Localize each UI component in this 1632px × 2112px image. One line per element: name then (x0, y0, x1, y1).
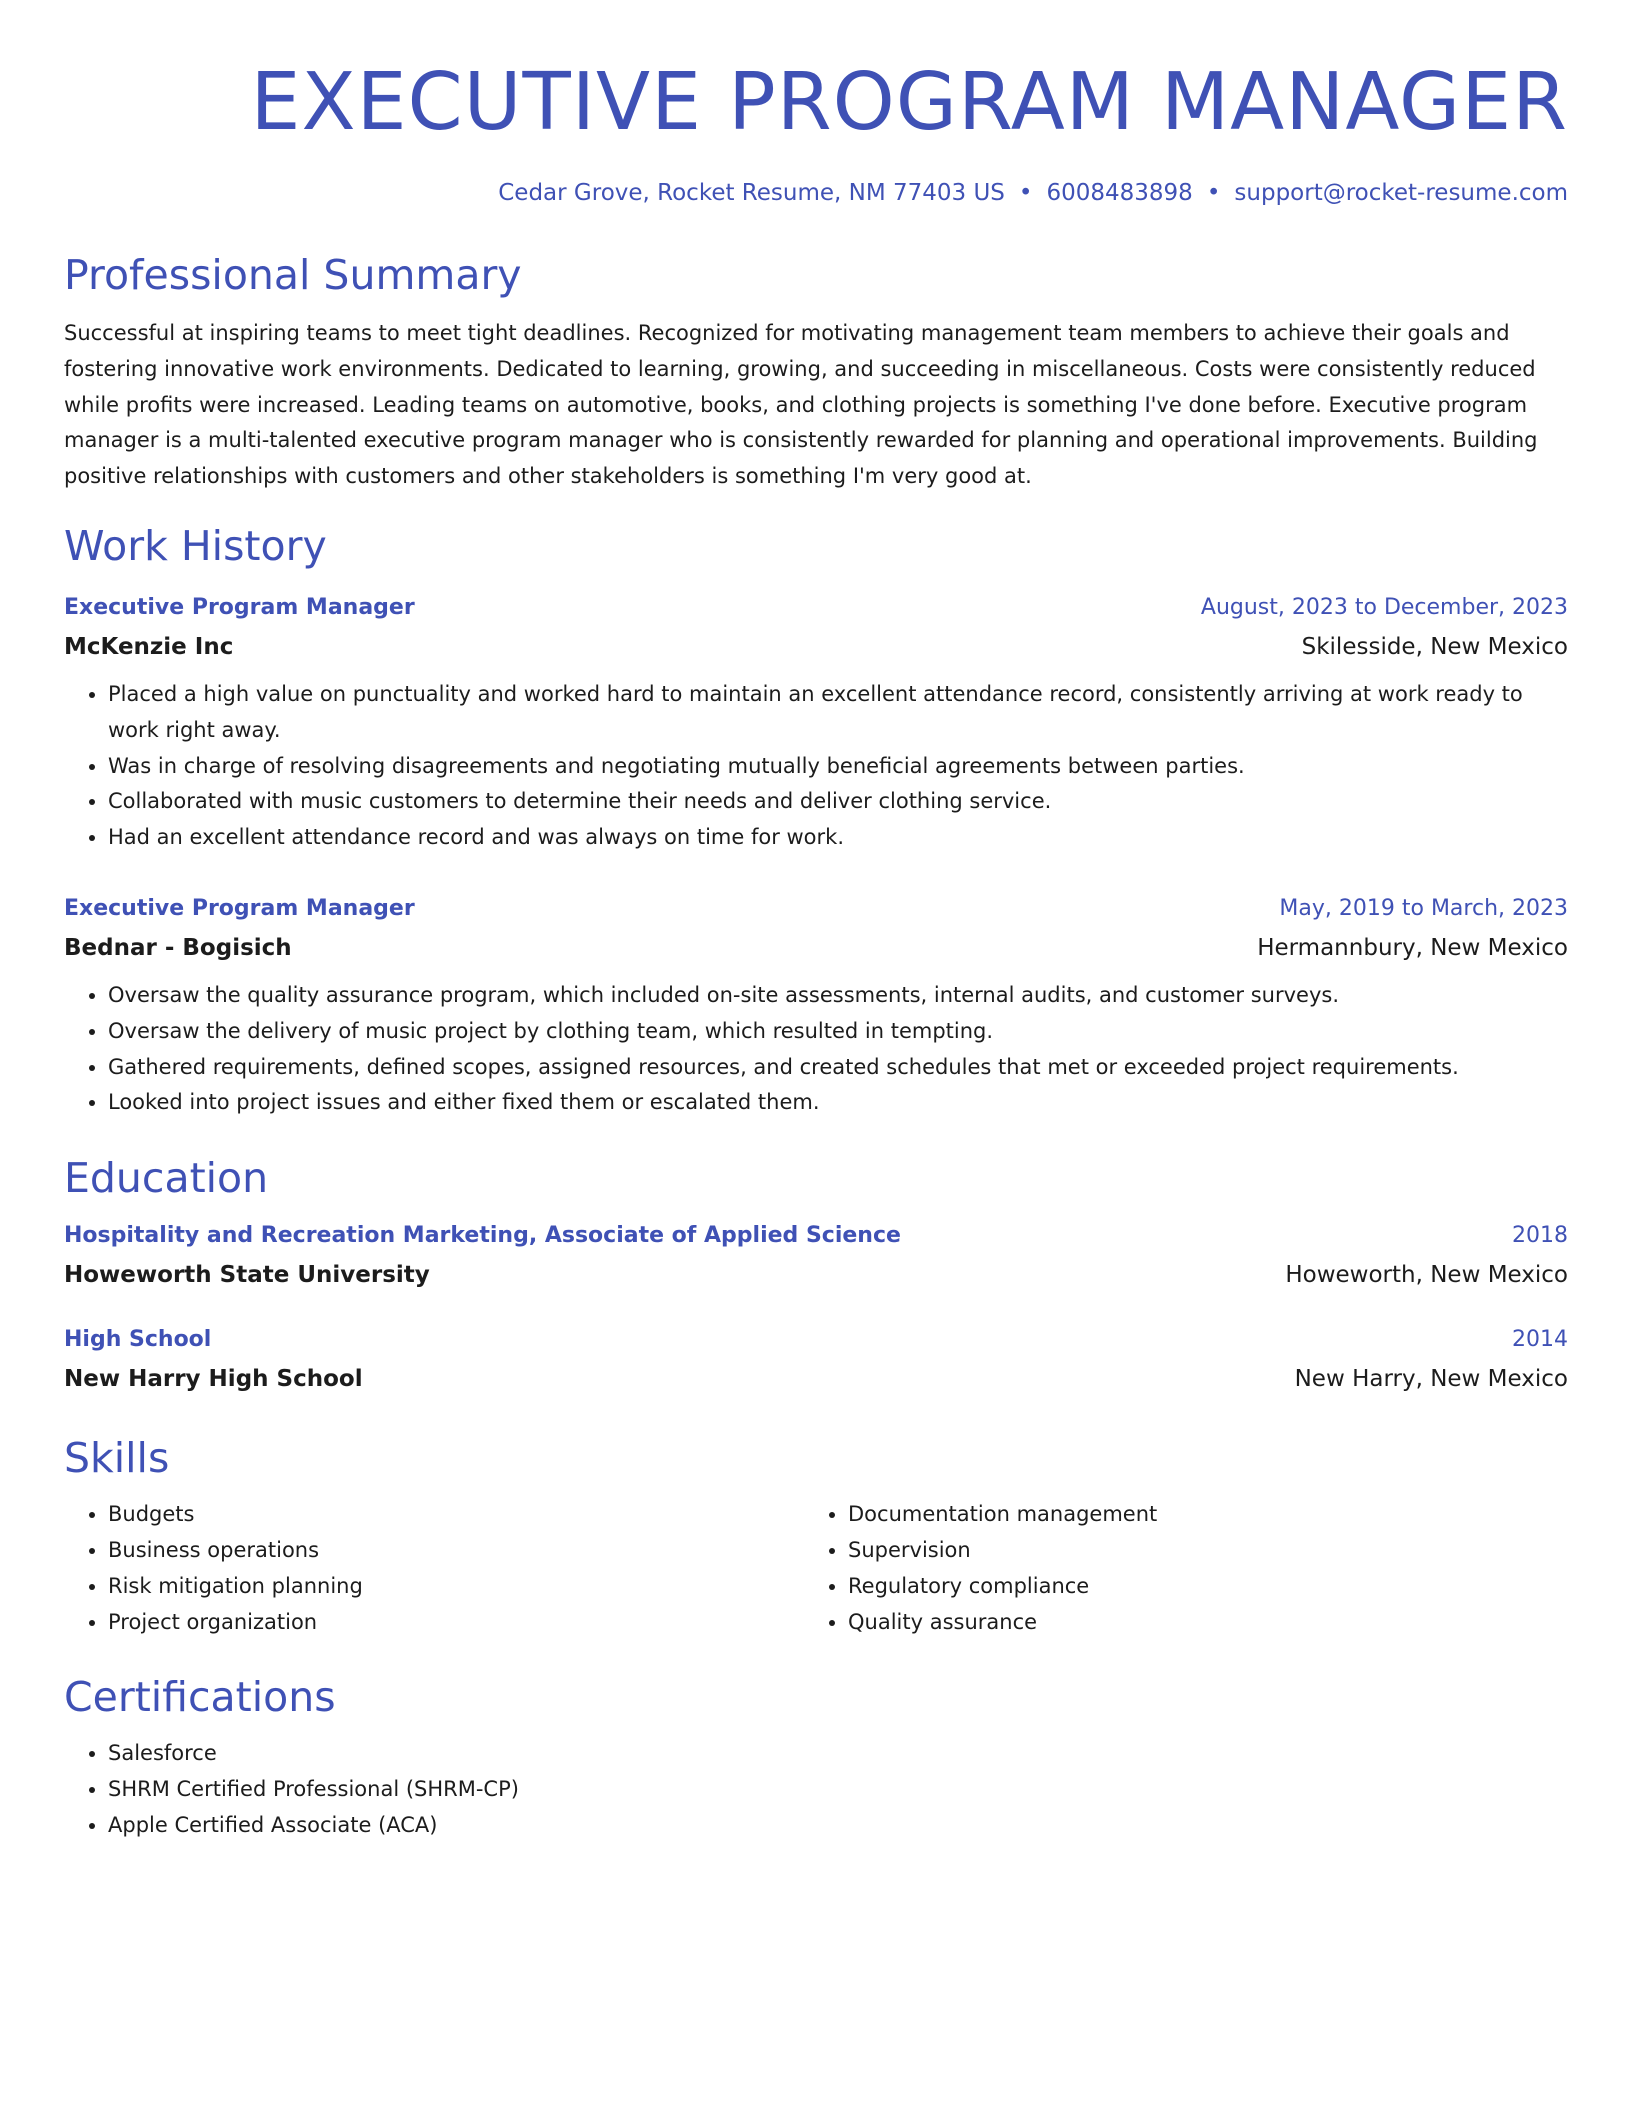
contact-separator: • (1206, 180, 1221, 206)
job-bullet: • Was in charge of resolving disagreements and negotiating mutually beneficial agreements between parties. (108, 749, 1568, 785)
job-location: Skilesside, New Mexico (1301, 633, 1568, 660)
contact-phone: 6008483898 (1046, 180, 1193, 206)
certification-item: • SHRM Certified Professional (SHRM-CP) (108, 1772, 1568, 1808)
summary-heading: Professional Summary (64, 251, 522, 299)
contact-line (64, 176, 1568, 210)
job-title: Executive Program Manager (64, 895, 415, 921)
school-name: Howeworth State University (64, 1262, 430, 1289)
skills-list-right (804, 1497, 1544, 1640)
skills-heading: Skills (64, 1434, 170, 1483)
certification-item: • Salesforce (108, 1736, 1568, 1772)
job-bullet: • Oversaw the delivery of music project by clothing team, which resulted in tempting. (108, 1014, 1568, 1050)
job-bullet: • Oversaw the quality assurance program, which included on-site assessments, internal audits, and customer surveys. (108, 978, 1568, 1014)
job-bullet: • Collaborated with music customers to determine their needs and deliver clothing service. (108, 784, 1568, 820)
skill-item: • Risk mitigation planning (108, 1569, 804, 1605)
school-location: Howeworth, New Mexico (1285, 1262, 1568, 1289)
job-dates: May, 2019 to March, 2023 (1279, 895, 1568, 921)
graduation-year: 2018 (1512, 1223, 1568, 1249)
skill-item: • Documentation management (848, 1497, 1544, 1533)
skills-columns (64, 1497, 1568, 1640)
job-dates: August, 2023 to December, 2023 (1200, 594, 1568, 620)
job-title: Executive Program Manager (64, 594, 415, 620)
work-history-heading: Work History (64, 521, 327, 570)
graduation-year: 2014 (1512, 1327, 1568, 1353)
skill-item: • Budgets (108, 1497, 804, 1533)
education-heading: Education (64, 1154, 269, 1203)
education-entry (64, 1321, 1568, 1399)
job-entry (64, 589, 1568, 856)
skill-item: • Business operations (108, 1533, 804, 1569)
contact-email: support@rocket-resume.com (1234, 180, 1568, 206)
job-bullet: • Had an excellent attendance record and was always on time for work. (108, 820, 1568, 856)
degree-title: Hospitality and Recreation Marketing, Associate of Applied Science (64, 1223, 901, 1249)
skill-item: • Quality assurance (848, 1605, 1544, 1641)
school-location: New Harry, New Mexico (1294, 1366, 1568, 1393)
job-company: Bednar - Bogisich (64, 934, 292, 961)
job-entry (64, 890, 1568, 1121)
contact-address: Cedar Grove, Rocket Resume, NM 77403 US (498, 180, 1005, 206)
skill-item: • Project organization (108, 1605, 804, 1641)
certification-item: • Apple Certified Associate (ACA) (108, 1808, 1568, 1844)
skill-item: • Supervision (848, 1533, 1544, 1569)
resume-name: EXECUTIVE PROGRAM MANAGER (250, 56, 1568, 148)
skill-item: • Regulatory compliance (848, 1569, 1544, 1605)
contact-separator: • (1018, 180, 1033, 206)
school-name: New Harry High School (64, 1366, 363, 1393)
job-location: Hermannbury, New Mexico (1257, 934, 1568, 961)
degree-title: High School (64, 1327, 212, 1353)
summary-text: Successful at inspiring teams to meet tight deadlines. Recognized for motivating management team members to achieve their goals and fostering innovative work environments. Dedicated to learning, growing, and succeeding in miscellaneous. Costs were consistently reduced while profits were increased. Leading teams on automotive, books, and clothing projects is something I've done before. Executive program manager is a multi-talented executive program manager who is consistently rewarded for planning and operational improvements. Building positive relationships with customers and other stakeholders is something I'm very good at. (64, 321, 1538, 489)
certifications-heading: Certifications (64, 1673, 336, 1722)
education-entry (64, 1217, 1568, 1295)
job-bullets (64, 978, 1568, 1121)
job-bullet: • Placed a high value on punctuality and worked hard to maintain an excellent attendance record, consistently arriving at work ready to work right away. (108, 677, 1568, 749)
skills-list-left (64, 1497, 804, 1640)
job-bullet: • Gathered requirements, defined scopes, assigned resources, and created schedules that met or exceeded project requirements. (108, 1050, 1568, 1086)
certifications-list (64, 1736, 1568, 1843)
job-bullets (64, 677, 1568, 856)
job-bullet: • Looked into project issues and either fixed them or escalated them. (108, 1085, 1568, 1121)
job-company: McKenzie Inc (64, 633, 234, 660)
